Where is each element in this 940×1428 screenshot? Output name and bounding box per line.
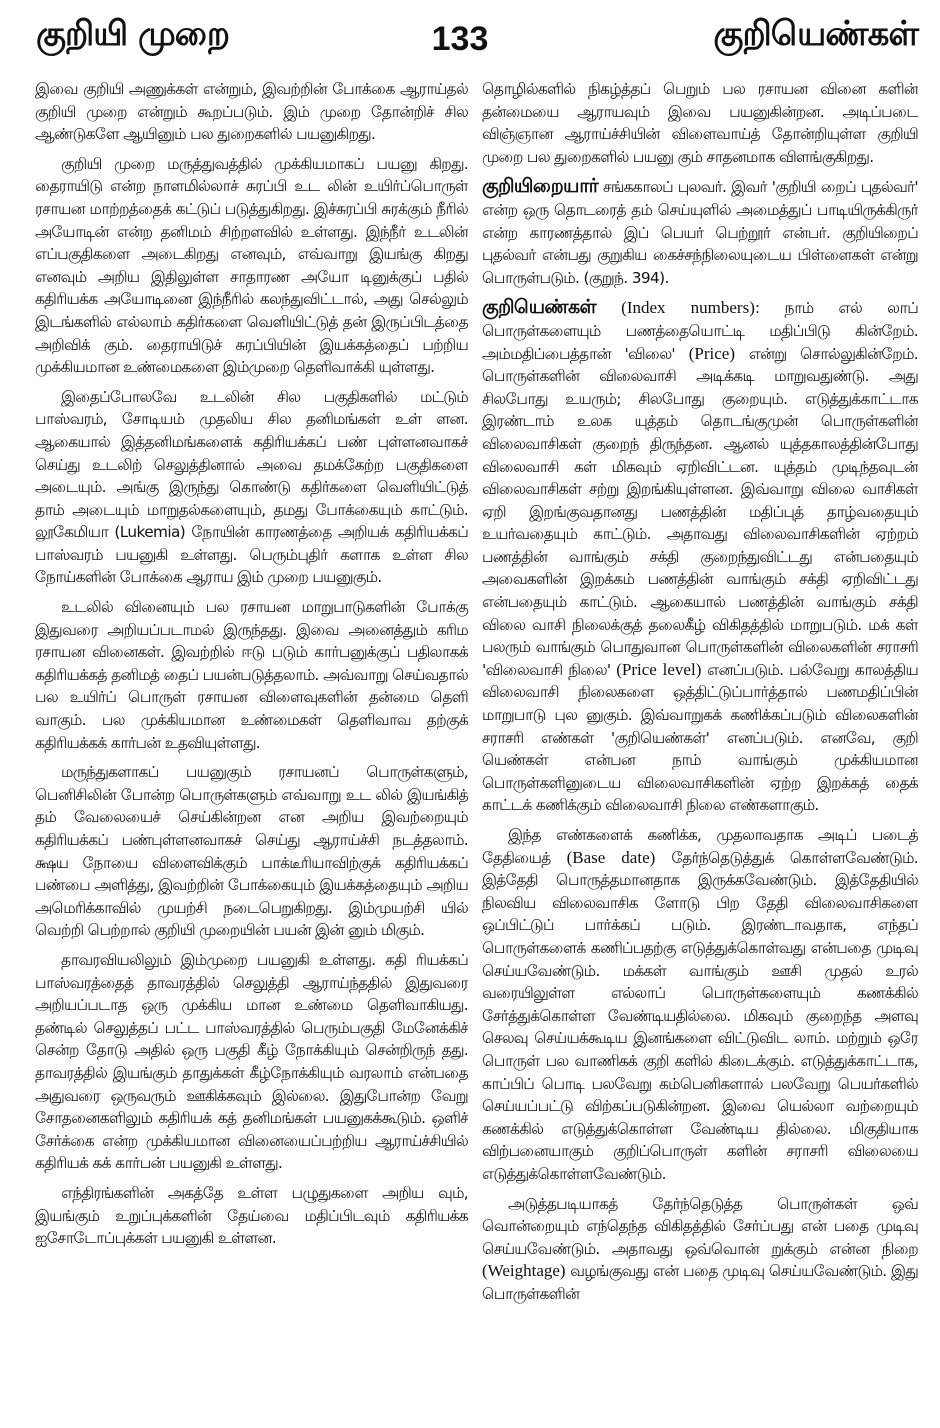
- latin-term: (Price): [688, 343, 735, 363]
- entry-text: இந்த எண்களைக் கணிக்க, முதலாவதாக அடிப் படைத் தேதியைத்: [482, 826, 918, 867]
- paragraph: [482, 1193, 918, 1306]
- paragraph: தொழில்களில் நிகழ்த்தப் பெறும் பல ரசாயன வினை களின் தன்மையை ஆராயவும் இவை பயனுகின்றன. அடிப்படை விஞ்ஞான ஆராய்ச்சியின் விளைவாய்த் தோன்றியுள்ள குறியி முறை பல துறைகளில் பயனு கும் சாதனமாக விளங்குகிறது.: [482, 80, 918, 166]
- entry-kuriyiraiyar: [482, 175, 918, 289]
- entry-kuriyenkal: [482, 296, 918, 817]
- entry-text: எனப்படும். பல்வேறு காலத்திய விலைவாசி நிலைகளை ஒத்திட்டுப்பார்த்தால் பணமதிப்பின் மாறுபாடு புல னுகும். இவ்வாறுகக் கணிக்கப்படும் விலைகளின் சராசரி எண்கள் 'குறியெண்கள்' எனப்படும். எனவே, குறி யெண்கள் என்பன நாம் வாங்கும் முக்கியமான பொருள்களினுடைய விலைவாசிகளின் ஏற்ற இறக்கத் தைக் காட்டக் கணிக்கும் விலைவாசி நிலை எண்களாகும்.: [482, 660, 918, 815]
- entry-headword: குறியிறையார்: [482, 175, 599, 198]
- paragraph: குறியி முறை மருத்துவத்தில் முக்கியமாகப் பயனு கிறது. தைராயிடு என்ற நாளமில்லாச் சுரப்பி உட லின் உயிர்ப்பொருள் ரசாயன மாற்றத்தைக் கட்டுப் படுத்துகிறது. இச்சுரப்பி சுரக்கும் நீரில் அயோடின் என்ற தனிமம் சிற்றளவில் உள்ளது. இந்நீர் உடலின் எப்பகுதிகளை அடைகிறது எனவும், எவ்வாறு இயங்கு கிறது எனவும் அறிய இதிலுள்ள சாதாரண அயோ டினுக்குப் பதில் கதிரியக்க அயோடினை இந்நீரில் கலந்துவிட்டால், அது செல்லும் இடங்களில் எல்லாம் கதிர்களை வெளியிட்டுத் தன் இருப்பிடத்தை அறிவிக் கும். தைராயிடுச் சுரப்பியின் இயக்கத்தைப் பற்றிய முக்கியமான உண்மைகளை இம்முறை தெளிவாக்கி யுள்ளது.: [35, 154, 468, 377]
- page-header: [0, 0, 940, 66]
- paragraph: உடலில் வினையும் பல ரசாயன மாறுபாடுகளின் போக்கு இதுவரை அறியப்படாமல் இருந்தது. இவை அனைத்தும் கரிம ரசாயன வினைகள். இவற்றில் ஈடு படும் கார்பனுக்குப் பதிலாகக் கதிரியக்கத் தனிமத் தைப் பயன்படுத்தலாம். அவ்வாறு செய்வதால் பல உயிர்ப் பொருள் ரசாயன விளைவுகளின் தன்மை தெளி வாகும். பல முக்கியமான உண்மைகள் தெளிவாவ தற்குக் கதிரியக்கக் கார்பன் உதவியுள்ளது.: [35, 598, 468, 752]
- paragraph: [482, 824, 918, 1186]
- paragraph: எந்திரங்களின் அகத்தே உள்ள பழுதுகளை அறிய வும், இயங்கும் உறுப்புக்களின் தேய்வை மதிப்பிடவும் கதிரியக்க ஐசோடோப்புக்கள் பயனுகி உள்ளன.: [35, 1183, 468, 1248]
- left-column: [35, 78, 468, 1418]
- paragraph: இதைப்போலவே உடலின் சில பகுதிகளில் மட்டும் பாஸ்வரம், சோடியம் முதலிய சில தனிமங்கள் உள் ளன. ஆகையால் இத்தனிமங்களைக் கதிரியக்கப் பண் புள்ளனவாகச் செய்து உடலிற் செலுத்தினால் அவை தமக்கேற்ற பகுதிகளை அடையும். அங்கு இருந்து கொண்டு கதிர்களை வெளியிட்டுத் தாம் அடையும் மாறுதல்களையும், தமது போக்கையும் காட்டும். லூகேமியா (Lukemia) நோயின் காரணத்தை அறியக் கதிரியக்கப் பாஸ்வரம் பயனுகி உள்ளது. பெரும்புதிர் களாக உள்ள சில நோய்களின் போக்கை ஆராய இம் முறை பயனுகும்.: [35, 387, 468, 587]
- paragraph: மருந்துகளாகப் பயனுகும் ரசாயனப் பொருள்களும், பெனிசிலின் போன்ற பொருள்களும் எவ்வாறு உட லில் இயங்கித் தம் வேலையைச் செய்கின்றன என அறிய இவற்றையும் கதிரியக்கப் பண்புள்ளனவாகச் செய்து ஆராய்ச்சி நடத்தலாம். க்ஷய நோயை விளைவிக்கும் பாக்டீரியாவிற்குக் கதிரியக்கப் பண்பை அளித்து, இவற்றின் போக்கையும் இயக்கத்தையும் அறிய அமெரிக்காவில் முயற்சி நடைபெறுகிறது. இம்முயற்சி யில் வெற்றி பெற்றால் குறியி முறையின் பயன் இன் னும் மிகும்.: [35, 763, 468, 940]
- latin-term: (Base date): [566, 847, 656, 867]
- right-column: [482, 78, 918, 1418]
- running-head-left: குறியி முறை: [36, 14, 230, 54]
- entry-text: வழங்குவது என் பதை முடிவு செய்யவேண்டும். இது பொருள்களின்: [482, 1262, 918, 1303]
- entry-text: அடுத்தபடியாகத் தேர்ந்தெடுத்த பொருள்கள் ஒவ் வொன்றையும் எந்தெந்த விகிதத்தில் சேர்ப்பது என் பதை முடிவு செய்யவேண்டும். அதாவது ஒவ்வொன் றுக்கும் என்ன நிறை: [482, 1194, 918, 1258]
- running-head-right: குறியெண்கள்: [713, 14, 918, 54]
- entry-headword: குறியெண்கள்: [482, 296, 597, 319]
- latin-term: (Weightage): [482, 1261, 566, 1281]
- entry-text: சங்ககாலப் புலவர். இவர் 'குறியி றைப் புதல்வர்' என்ற ஒரு தொடரைத் தம் செய்யுளில் அமைத்துப் பாடியிருக்கிருர் என்ற காரணத்தால் இப் பெயர் பெற்றூர் என்பர். குறியிறைப் புதல்வர் என்பது குறுகிய கைச்சந்நிலையுடைய பிள்ளைகள் என்று பொருள்படும். (குறுந். 394).: [482, 178, 918, 287]
- entry-headword-latin: (Index numbers): [596, 298, 755, 318]
- paragraph: இவை குறியி அணுக்கள் என்றும், இவற்றின் போக்கை ஆராய்தல் குறியி முறை என்றும் கூறப்படும். இம் முறை தோன்றிச் சில ஆண்டுகளே ஆயினும் பல துறைகளில் பயனுகிறது.: [35, 80, 468, 144]
- latin-term: (Price level): [616, 659, 702, 679]
- page-number: 133: [431, 20, 489, 58]
- paragraph: தாவரவியலிலும் இம்முறை பயனுகி உள்ளது. கதி ரியக்கப் பாஸ்வரத்தைத் தாவரத்தில் செலுத்தி ஆராய்ந்ததில் இதுவரை அறியப்படாத ஒரு முக்கிய மான உண்மை தெளிவாகியது. தண்டில் செலுத்தப் பட்ட பாஸ்வரத்தில் பெரும்பகுதி மேனேக்கிச் சென்ற தோடு அதில் ஒரு பகுதி கீழ் நோக்கியும் சென்றிருந் தது. தாவரத்தில் இயங்கும் தாதுக்கள் கீழ்நோக்கியும் வரலாம் என்பதை அதுவரை ஒருவரும் ஊகிக்கவும் இல்லை. இதுபோன்ற வேறு சோதனைகளிலும் கதிரியக் கத் தனிமங்கள் பயனுகக்கூடும். ஒளிச் சேர்க்கை என்ற முக்கியமான வினையைப்பற்றிய ஆராய்ச்சியில் கதிரியக் கக் கார்பன் பயனுகி உள்ளது.: [35, 950, 468, 1173]
- entry-text: : நாம் எல் லாப் பொருள்களையும் பணத்தையொட்டி மதிப்பிடு கின்றேம். அம்மதிப்பைத்தான் 'விலை': [482, 299, 918, 363]
- entry-text: தேர்ந்தெடுத்துக் கொள்ளவேண்டும். இத்தேதி பொருத்தமானதாக இருக்கவேண்டும். இத்தேதியில் நிலவிய விலைவாசிக ளோடு பிற தேதி விலைவாசிகளை ஒப்பிட்டுப் பார்க்கப் படும். இரண்டாவதாக, எந்தப் பொருள்களைக் கணிப்பதற்கு எடுத்துக்கொள்வது என்பதை முடிவு செய்யவேண்டும். மக்கள் வாங்கும் ஊசி முதல் உரல் வரையிலுள்ள எல்லாப் பொருள்களையும் கணக்கில் சேர்த்துக்கொள்ள வேண்டியதில்லை. மிகவும் குறைந்த அளவு செலவு செய்யக்கூடிய இனங்களை விட்டுவிட லாம். மற்றும் ஒரே பொருள் பல வாணிகக் குறி களில் கிடைக்கும். எடுத்துக்காட்டாக, காப்பிப் பொடி பலவேறு கம்பெனிகளால் பலவேறு பெயர்களில் செய்யப்பட்டு விற்கப்படுகின்றன. இவை யெல்லா வற்றையும் கணக்கில் எடுத்துக்கொள்ள வேண்டிய தில்லை. மிகுதியாக விற்பனையாகும் குறிப்பொருள் களின் சராசரி விலையை எடுத்துக்கொள்ளவேண்டும்.: [482, 848, 918, 1183]
- entry-text: என்று சொல்லுகின்றேம். பொருள்களின் விலைவாசி அடிக்கடி மாறுவதுண்டு. அது சிலபோது உயரும்; சிலபோது குறையும். எடுத்துக்காட்டாக இரண்டாம் உலக யுத்தம் தொடங்குமுன் பொருள்களின் விலைவாசிகள் குறைந் திருந்தன. ஆனல் யுத்தகாலத்தின்போது விலைவாசி கள் மிகவும் ஏறிவிட்டன. யுத்தம் முடிந்தவுடன் விலைவாசிகள் சற்று இறங்கியுள்ளன. இவ்வாறு விலை வாசிகள் ஏறி இறங்குவதானது பணத்தின் மதிப்புத் தாழ்வதையும் உயர்வதையும் காட்டும். அதாவது விலைவாசிகளின் ஏற்றம் பணத்தின் வாங்கும் சக்தி குறைந்துவிட்டது என்பதையும் அவைகளின் இறக்கம் பணத்தின் வாங்கும் சக்தி ஏறிவிட்டது என்பதையும் காட்டும். ஆகையால் பணத்தின் வாங்கும் சக்தி விலை வாசி நிலைக்குத் தலைகீழ் விகிதத்தில் மாறுபடும். மக் கள் பலரும் வாங்கும் பொதுவான பொருள்களின் விலைகளின் சராசரி 'விலைவாசி நிலை': [482, 344, 918, 679]
